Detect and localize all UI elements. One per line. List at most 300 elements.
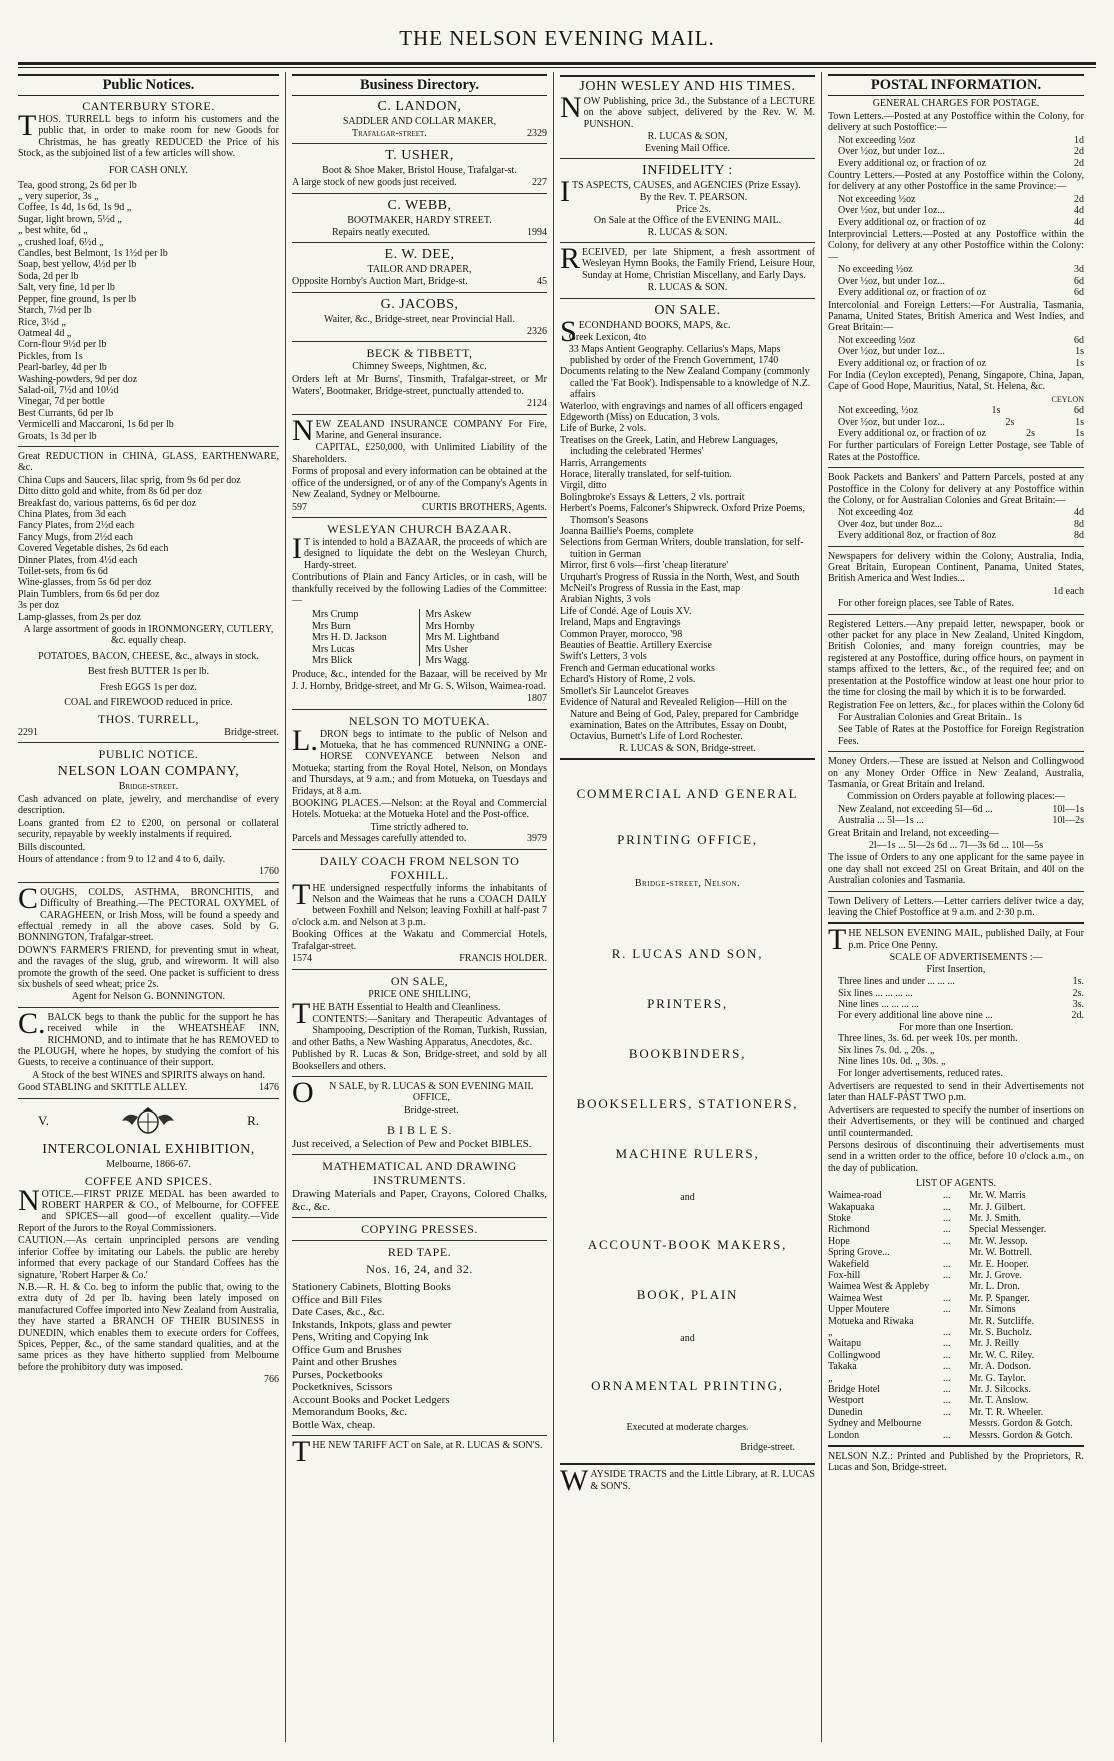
agent-place: Spring Grove... [828,1247,890,1259]
ad-signature: R. LUCAS & SON, [647,131,728,143]
ad-text: N.B.—R. H. & Co. beg to inform the public that, owing to the extra duty of 2d per lb. having been lately imposed on manufactured Coffee imported into New Zealand from Australia, they have started a BRANCH OF THEIR BUSINESS in DUNEDIN, which enables them to execute orders for Coffees, Spices, Pepper, &c., of the same standard qualities, and at the same prices as they have hitherto supplied from Melbourne before the prohibitory duty was imposed. [18,1281,279,1373]
business-footer [292,276,547,287]
column-business-directory [286,72,554,1742]
ad-text: IT is intended to hold a BAZAAR, the proceeds of which are designed to liquidate the debt on the Wesleyan Church, Hardy-street. [292,531,547,571]
divider [292,969,547,970]
ad-text: RECEIVED, per late Shipment, a fresh assortment of Wesleyan Hymn Books, the Family Friend, Leisure Hour, Sunday at Home, Christian Miscellany, and Early Days. [560,242,815,281]
ad-title: NELSON LOAN COMPANY, [57,763,240,779]
ad-title: INFIDELITY : [642,163,733,179]
agent-name: Mr. J. Reilly [969,1338,1020,1350]
book-list-item: Mirror, first 6 vols—first 'cheap literature' [560,560,729,572]
rate-row [828,988,1084,999]
book-list-item: Life of Condé. Age of Louis XV. [560,605,692,617]
china-list-item: China Cups and Saucers, lilac sprig, from 9s 6d per doz [18,474,241,486]
book-list-item: Joanna Baillie's Poems, complete [560,526,694,537]
agent-place: Upper Moutere [828,1304,890,1316]
ad-text: Cash advanced on plate, jewelry, and merchandise of every description. [18,793,279,817]
divider [292,414,547,415]
section-header: Public Notices. [18,74,279,96]
divider [560,1463,815,1465]
business-name: T. USHER, [385,148,454,164]
ad-text: CAPITAL, £250,000, with Unlimited Liability of the Shareholders. [292,442,547,465]
ad-title: RED TAPE. [387,1245,452,1260]
ad-text: Published by R. Lucas & Son, Bridge-street, and sold by all Booksellers and others. [292,1049,547,1072]
rate-row [828,194,1084,205]
divider [292,341,547,342]
divider [828,614,1084,615]
divider [828,467,1084,468]
ad-text: Parcels and Messages carefully attended to. [292,833,467,845]
rate-table [828,135,1084,169]
rate-label: Every additional oz, or fraction of oz [838,157,986,169]
ad-text: NOTICE.—FIRST PRIZE MEDAL has been awarded to ROBERT HARPER & CO., of Melbourne, for COFFEE and SPICES—all good—of excellent quality.—Vide Report of the Jurors to the Royal Commissioners. [18,1183,279,1234]
agent-place: Stoke [828,1212,851,1224]
agent-place: Motueka and Riwaka [828,1315,914,1327]
business-trade: BOOTMAKER, HARDY STREET. [347,214,492,226]
ad-text: WAYSIDE TRACTS and the Little Library, at R. LUCAS & SON'S. [560,1464,815,1498]
china-list-item: Plain Tumblers, from 6s 6d per doz [18,588,160,600]
rate-value: 2s [1005,416,1015,428]
divider [292,1217,547,1218]
ad-title: B I B L E S. [387,1122,452,1137]
section-header: Business Directory. [292,74,547,96]
postal-text: 2l—1s ... 5l—2s 6d ... 7l—3s 6d ... 10l—5s [868,839,1044,851]
china-list-item: Toilet-sets, from 6s 6d [18,566,108,578]
columns [18,72,1096,1742]
ad-text: Contributions of Plain and Fancy Articles, or in cash, will be thankfully received by the following Ladies of the Committee:— [292,572,547,606]
price-list-item: Pickles, from 1s [18,350,83,362]
rate-value: 4d [1074,216,1084,228]
rate-row [828,519,1084,530]
agent-dots: ... [943,1384,951,1396]
rate-value: 6d [1073,405,1084,417]
rate-row [828,358,1084,369]
ad-signature: R. LUCAS & SON. [647,226,728,238]
printing-line: PRINTING OFFICE, [617,832,758,848]
book-list-item: Smollet's Sir Launcelot Greaves [560,685,689,697]
stationery-list-item: Date Cases, &c., &c. [292,1306,385,1319]
ad-signature: THOS. TURRELL, [97,711,200,726]
ad-subtitle: SCALE OF ADVERTISEMENTS :— [889,952,1043,964]
agent-dots [943,1281,969,1292]
postal-text: Book Packets and Bankers' and Pattern Parcels, posted at any Postoffice in the Colony for delivery at any Postoffice within the Colony, or for Australian Colonies and Great Britain:— [828,472,1084,506]
price-list-item: Coffee, 1s 4d, 1s 6d, 1s 9d „ [18,202,132,214]
rate-table [828,507,1084,541]
rate-value: 1s [1075,346,1084,358]
agent-dots [943,1418,969,1429]
rate-value: 6d [1074,275,1084,287]
book-list-item: Evidence of Natural and Revealed Religion—Hill on the Nature and Being of God, Paley, prepared for Cambridge examination, Bates on the Attributes, Essay on Doubt, Octavius, Burnett's Life of Lord Rochester. [560,697,799,743]
committee-member: Mrs Usher [425,643,468,655]
ad-subtitle: For more than one Insertion. [898,1021,1014,1033]
printers-line: ORNAMENTAL PRINTING, [591,1378,784,1394]
agent-place: Bridge Hotel [828,1384,880,1396]
divider [560,758,815,760]
ad-text: For longer advertisements, reduced rates. [838,1068,1003,1080]
ad-title: INTERCOLONIAL EXHIBITION, [42,1141,255,1157]
rate-row [828,276,1084,287]
price-list-item: Starch, 7½d per lb [18,305,92,317]
price-list-item: Vinegar, 7d per bottle [18,396,105,408]
ad-text: ON SALE, by R. LUCAS & SON EVENING MAIL OFFICE, [292,1075,534,1109]
rate-value: 1s [991,405,1001,417]
ad-title: MATHEMATICAL AND DRAWING INSTRUMENTS. [322,1159,517,1188]
stationery-list-item: Paint and other Brushes [292,1356,397,1369]
stationery-list-item: Stationery Cabinets, Blotting Books [292,1281,451,1294]
ad-text: Booking Offices at the Wakatu and Commercial Hotels, Trafalgar-street. [292,929,547,952]
ad-title: JOHN WESLEY AND HIS TIMES. [560,75,815,95]
book-list-item: Common Prayer, morocco, '98 [560,628,683,640]
business-name: G. JACOBS, [380,296,459,312]
book-list-item: French and German educational works [560,662,715,674]
committee-member: Mrs Blick [312,655,420,666]
ad-text: THOS. TURRELL begs to inform his customers and the public that, in order to make room for new Goods for Christmas, he has greatly REDUCED the Price of his Stock, as the subjoined list of a few articles will show. [18,109,279,160]
divider [828,922,1084,924]
business-footer [292,227,547,238]
book-list-item: Harris, Arrangements [560,457,647,469]
agent-name: Mr. J. Gilbert. [969,1201,1026,1213]
rate-label: Not exceeding ½oz [838,134,916,146]
ad-text: Agent for Nelson G. BONNINGTON. [71,991,226,1003]
price-list-item: Corn-flour 9½d per lb [18,339,107,351]
printers-line: ACCOUNT-BOOK MAKERS, [587,1236,788,1252]
ad-subtitle: PRICE ONE SHILLING, [368,988,471,1000]
china-list-item: Breakfast do, various patterns, 6s 6d per doz [18,497,197,509]
rate-label: Every additional oz, or fraction of oz [838,427,986,439]
printers-line: PRINTERS, [647,995,728,1011]
business-name: C. LANDON, [377,99,462,114]
agent-name: Mr. W. Marris [969,1190,1026,1202]
price-list-item: Washing-powders, 9d per doz [18,373,138,385]
book-list-item: Edgeworth (Miss) on Education, 3 vols. [560,411,720,423]
rate-row [828,530,1084,541]
ad-text: Just received, a Selection of Pew and Pocket BIBLES. [292,1137,532,1150]
agent-dots: ... [943,1304,951,1316]
rate-label: No exceeding ½oz [838,264,913,276]
agent-place: Collingwood [828,1349,881,1361]
agent-dots: ... [943,1361,951,1373]
rate-row [828,158,1084,169]
rate-label: Not exceeding ½oz [838,193,916,205]
printers-line: and [680,1191,695,1203]
divider [18,446,279,447]
postal-text: For Australian Colonies and Great Britain.. 1s [838,711,1022,723]
printing-line: COMMERCIAL AND GENERAL [576,786,799,802]
rate-value: 6d [1074,699,1084,711]
rate-row [828,428,1084,439]
ad-subtitle: Nos. 16, 24, and 32. [366,1262,473,1277]
crest-letter: R. [247,1112,259,1128]
ad-number: 1760 [259,866,279,878]
postal-text: For further particulars of Foreign Letter Postage, see Table of Rates at the Postoffice. [828,440,1084,463]
ad-number: 597 [292,501,307,513]
business-name: BECK & TIBBETT, [366,346,473,361]
price-list-item: Salad-oil, 7½d and 10½d [18,384,119,396]
postal-text: Country Letters.—Posted at any Postoffice within the Colony, for delivery at any other Postoffice in the same Province:— [828,170,1084,193]
rate-label: Not exceeding ½oz [838,334,916,346]
printers-line: BOOKBINDERS, [628,1045,747,1061]
book-list-item: Treatises on the Greek, Latin, and Hebrew Languages, including the celebrated 'Hermes' [560,434,778,458]
committee-member: Mrs Wagg. [425,654,470,666]
agent-place: Fox-hill [828,1269,861,1281]
rate-row [828,217,1084,228]
rate-value: 8d [1074,530,1084,542]
ad-text: Best fresh BUTTER 1s per lb. [87,666,210,678]
committee-list [292,607,547,668]
rate-value: 2s [1026,427,1035,439]
ad-number: 766 [264,1374,279,1386]
rate-row [828,346,1084,357]
column-lucas-notices [554,72,822,1742]
divider [18,742,279,743]
ad-text: Good STABLING and SKITTLE ALLEY. [18,1082,188,1094]
book-list-item: Herbert's Poems, Falconer's Shipwreck. Oxford Prize Poems, Thomson's Seasons [560,503,805,526]
book-list-item: Documents relating to the New Zealand Company (commonly called the 'Fat Book'). Indispensable to a knowledge of N.Z. affairs [560,366,811,401]
rate-label: Australia ... 5l—1s ... [838,815,924,827]
book-list-item: Bolingbroke's Essays & Letters, 2 vls. portrait [560,491,745,503]
ad-signature: CURTIS BROTHERS, Agents. [422,501,547,513]
book-list-item: Urquhart's Progress of Russia in the North, West, and South [560,571,800,583]
agent-place: Waimea-road [828,1190,882,1202]
ad-subtitle: Melbourne, 1866-67. [106,1158,191,1170]
ad-number: 2329 [527,128,547,139]
ad-footer [18,1082,279,1093]
rate-label: Over ½oz, but under 1oz... [838,146,945,158]
agent-place: Waitapu [828,1338,862,1350]
ad-text: Advertisers are requested to specify the number of insertions on their Advertisements, or they will be continued and charged until countermanded. [828,1104,1084,1139]
business-footer [292,128,547,139]
divider [292,517,547,518]
agent-place: Hope [828,1235,850,1247]
agent-name: Mr. R. Sutcliffe. [969,1315,1035,1327]
divider [292,143,547,144]
divider [828,1445,1084,1447]
rate-row [828,507,1084,518]
ad-text: POTATOES, BACON, CHEESE, &c., always in stock. [38,650,259,662]
ad-signature: FRANCIS HOLDER. [459,953,547,965]
ad-text: Loans granted from £2 to £200, on personal or collateral security, repayable by weekly instalments if required. [18,817,279,841]
china-list-item: Fancy Mugs, from 2½d each [18,531,133,543]
ad-subtitle: SECONDHAND BOOKS, MAPS, &c. [560,314,731,348]
postal-text: Newspapers for delivery within the Colony, Australia, India, Great Britain, European Continent, Panama, United States, British America and West Indies... [828,550,1084,585]
ad-number: 227 [532,177,547,189]
ad-title: COFFEE AND SPICES. [84,1173,213,1188]
printing-office-ad [560,786,815,889]
agent-name: Mr. J. Smith. [969,1212,1021,1224]
rate-value: 1s [1075,427,1084,439]
agent-dots: ... [943,1201,951,1213]
agent-place: Wakapuaka [828,1201,875,1213]
ad-title: DAILY COACH FROM NELSON TO FOXHILL. [319,853,520,882]
ad-text: CAUTION.—As certain unprincipled persons are vending inferior Coffee by imitating our Labels. the public are hereby informed that every package of our Standard Coffees has the signature, 'Robert Harper & Co.' [18,1235,279,1281]
china-list-item: Wine-glasses, from 5s 6d per doz [18,577,152,589]
committee-member: Mrs M. Lightband [425,632,500,644]
rate-label: Every additional 8oz, or fraction of 8oz [838,530,996,542]
ad-footer [292,502,547,513]
agent-place: Takaka [828,1361,857,1373]
rate-row [828,804,1084,815]
price-list-item: Vermicelli and Maccaroni, 1s 6d per lb [18,419,174,431]
ad-text: A large assortment of goods in IRONMONGERY, CUTLERY, &c. equally cheap. [23,624,274,647]
committee-member: Mrs H. D. Jackson [312,632,420,643]
book-list-item: Horace, literally translated, for self-tuition. [560,468,732,480]
column-postal-information [822,72,1090,1742]
ad-text: Persons desirous of discontinuing their advertisements must send in a written order to the office, before 10 o'clock a.m., on the day of publication. [828,1139,1084,1174]
ad-text: On Sale at the Office of the EVENING MAIL. [593,215,782,227]
rate-table [828,1033,1084,1067]
rate-value: 6d [1074,287,1084,299]
book-list-item: Beauties of Beattie. Artillery Exercise [560,640,712,652]
ad-text: THE NELSON EVENING MAIL, published Daily, at Four p.m. Price One Penny. [828,923,1084,957]
rate-row [828,146,1084,157]
committee-member: Mrs Askew [425,609,472,621]
price-list-item: „ crushed loaf, 6½d „ [18,236,104,248]
divider [292,1076,547,1077]
china-list-item: 3s per doz [18,600,60,612]
ad-text: THE NEW TARIFF ACT on Sale, at R. LUCAS & SON'S. [292,1435,543,1469]
agent-dots: ... [943,1349,951,1361]
china-list-item: Dinner Plates, from 4½d each [18,554,138,566]
ad-number: 1807 [527,693,547,705]
masthead: THE NELSON EVENING MAIL. [399,26,715,50]
rate-value: 3d [1074,264,1084,276]
rate-label: Over 4oz, but under 8oz... [838,518,943,530]
business-name: E. W. DEE, [384,247,455,263]
agent-place: Sydney and Melbourne [828,1418,922,1430]
column-public-notices [18,72,286,1742]
printers-line: BOOKSELLERS, STATIONERS, [576,1095,799,1111]
agent-dots: ... [943,1269,951,1281]
ad-text: Evening Mail Office. [644,142,731,154]
committee-member: Mrs Lucas [312,644,420,655]
royal-crest-icon [118,1107,178,1135]
rate-value: 2d [1074,146,1084,158]
agent-dots: ... [943,1235,951,1247]
ad-number: 1994 [527,226,547,238]
price-list-item: Groats, 1s 3d per lb [18,430,97,442]
ad-number: 1476 [259,1082,279,1094]
rate-value: 2d [1074,193,1084,205]
book-list-item: McNeil's Progress of Russia in the East, map [560,583,741,595]
postal-text: See Table of Rates at the Postoffice for Foreign Registration Fees. [838,724,1084,747]
agent-place: Dunedin [828,1406,863,1418]
stationery-list-item: Bottle Wax, cheap. [292,1418,376,1431]
price-list-item: Pepper, fine ground, 1s per lb [18,293,137,305]
agent-dots: ... [943,1429,951,1441]
book-list [560,332,815,743]
price-list-item: Candles, best Belmont, 1s 1½d per lb [18,248,168,260]
rate-row [828,976,1084,987]
book-list-item: Ireland, Maps and Engravings [560,617,681,629]
printers-line: and [680,1332,695,1344]
rate-value: 1d each [1053,585,1084,597]
china-list-item: Ditto ditto gold and white, from 8s 6d per doz [18,486,202,498]
section-header: POSTAL INFORMATION. [828,74,1084,96]
stationery-list-item: Office Gum and Brushes [292,1343,402,1356]
printers-line: BOOK, PLAIN [636,1286,739,1302]
rate-label: Every additional oz, or fraction of oz [838,216,986,228]
rate-value: 2s. [1072,987,1084,999]
price-list-item: Pearl-barley, 4d per lb [18,362,107,374]
rate-label: Not exceeding 4oz [838,507,913,519]
ad-title: ON SALE. [654,302,721,318]
ad-title: NELSON TO MOTUEKA. [349,713,490,728]
committee-member: Mrs Crump [312,609,420,620]
price-list-item: „ best white, 6d „ [18,225,88,237]
ad-text: Forms of proposal and every information can be obtained at the office of the undersigned, or of any of the Company's Agents in New Zealand, Sydney or Melbourne. [292,466,547,501]
price-list-item: Tea, good strong, 2s 6d per lb [18,179,137,191]
agent-name: Mr. A. Dodson. [969,1361,1031,1373]
rate-row [828,999,1084,1010]
rate-table [828,335,1084,369]
business-address: Trafalgar-street. [352,128,427,139]
rate-label: Every additional oz, or fraction of oz [838,287,986,299]
book-list-item: Life of Burke, 2 vols. [560,423,647,435]
agent-name: Mr. P. Spanger. [969,1292,1030,1304]
ad-text: A Stock of the best WINES and SPIRITS always on hand. [32,1069,265,1081]
rate-label: Over ½oz, but under 1oz... [838,416,945,428]
price-list-item: Soda, 2d per lb [18,270,79,282]
ad-footer [292,953,547,964]
ad-title: COPYING PRESSES. [361,1222,478,1237]
agent-name: Mr. S. Bucholz. [969,1327,1033,1338]
ad-text: BOOKING PLACES.—Nelson: at the Royal and Commercial Hotels. Motueka: at the Motueka Hotel and the Post-office. [292,798,547,821]
agent-place: Wakefield [828,1258,869,1270]
agent-name: Mr. J. Silcocks. [969,1384,1031,1396]
business-text: A large stock of new goods just received. [292,177,457,189]
agent-dots: ... [943,1406,951,1418]
price-list-item: Soap, best yellow, 4½d per lb [18,259,137,271]
agent-place: „ [828,1372,833,1384]
committee-member: Mrs Burn [312,621,420,632]
book-list-item: Arabian Nights, 3 vols [560,594,651,606]
rate-value: 10l—1s [1052,803,1084,815]
rate-value: 6d [1074,334,1084,346]
ad-footer [18,727,279,738]
book-list-item: Swift's Letters, 3 vols [560,651,647,663]
book-list-item: 33 Maps Antient Geography. Cellarius's Maps, Maps published by order of the French Government, 1740 [568,343,781,366]
business-trade: Chimney Sweeps, Nightmen, &c. [352,361,487,373]
business-text: Repairs neatly executed. [332,226,431,238]
stationery-list-item: Purses, Pocketbooks [292,1368,383,1381]
agent-dots [943,1247,969,1258]
stationery-list [292,1281,547,1431]
divider [18,1098,279,1099]
ad-text: Bridge-street. [740,1441,795,1453]
book-list-item: Selections from German Writers, double translation, for self-tuition in German [560,537,804,560]
rate-row [828,264,1084,275]
ad-title: ON SALE, [390,973,449,988]
price-list-item: Rice, 3½d „ [18,316,66,328]
stationery-list-item: Account Books and Pocket Ledgers [292,1393,450,1406]
rate-table [828,264,1084,298]
agent-name: Messrs. Gordon & Gotch. [969,1429,1073,1441]
divider [828,891,1084,892]
china-list-item: Fancy Plates, from 2½d each [18,520,135,532]
ad-number: 1574 [292,953,312,965]
ad-subtitle: Bridge-street. [403,1104,459,1116]
agent-name: Mr. J. Grove. [969,1269,1023,1281]
stationery-list-item: Pens, Writing and Copying Ink [292,1331,429,1344]
ad-number: 3979 [527,833,547,845]
rate-row [828,135,1084,146]
stationery-list-item: Memorandum Books, &c. [292,1406,407,1419]
agent-name: Mr. W. C. Riley. [969,1349,1035,1361]
section-subheader: GENERAL CHARGES FOR POSTAGE. [872,98,1040,109]
divider [292,1435,547,1436]
agent-name: Mr. T. Anslow. [969,1395,1029,1407]
business-name: C. WEBB, [387,197,452,213]
